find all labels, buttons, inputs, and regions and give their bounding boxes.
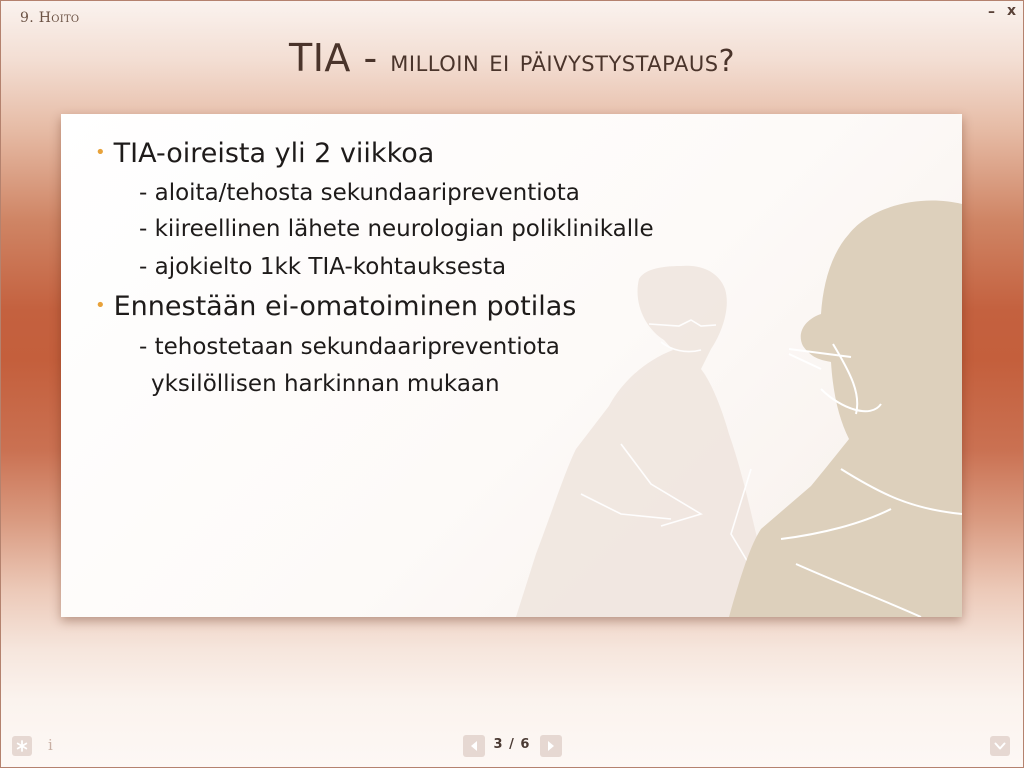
- close-button[interactable]: x: [1007, 3, 1017, 19]
- bullet-text: TIA-oireista yli 2 viikkoa: [113, 138, 435, 169]
- current-page: 3: [493, 737, 504, 752]
- sub-item-continuation: yksilöllisen harkinnan mukaan: [151, 371, 500, 397]
- bullet-item: [95, 291, 576, 322]
- bullet-dot: •: [95, 295, 106, 316]
- total-pages: 6: [520, 737, 531, 752]
- section-title: 9. Hoito: [20, 10, 80, 26]
- chevron-down-icon: [994, 741, 1006, 751]
- bullet-item: [95, 138, 434, 169]
- bullet-text: Ennestään ei-omatoiminen potilas: [113, 291, 577, 322]
- settings-button[interactable]: [12, 736, 32, 756]
- slide-title-lead: TIA -: [289, 36, 391, 80]
- next-page-button[interactable]: [540, 735, 562, 757]
- sub-item: - tehostetaan sekundaaripreventiota: [139, 334, 560, 360]
- info-button[interactable]: i: [48, 736, 53, 754]
- prev-page-button[interactable]: [463, 735, 485, 757]
- minimize-button[interactable]: –: [988, 4, 995, 20]
- sub-item: - ajokielto 1kk TIA-kohtauksesta: [139, 254, 507, 280]
- asterisk-icon: [16, 740, 28, 752]
- bullet-dot: •: [95, 142, 106, 163]
- slide-title: [0, 36, 1024, 80]
- prev-arrow-icon: [469, 740, 479, 752]
- sub-item: - kiireellinen lähete neurologian poliklinikalle: [139, 216, 654, 242]
- sub-item: - aloita/tehosta sekundaaripreventiota: [139, 180, 580, 206]
- page-separator: /: [509, 737, 515, 752]
- slide-content-panel: [61, 114, 962, 617]
- next-arrow-icon: [546, 740, 556, 752]
- page-indicator: [488, 737, 536, 752]
- slide-title-rest: milloin ei päivystystapaus?: [390, 44, 735, 79]
- menu-button[interactable]: [990, 736, 1010, 756]
